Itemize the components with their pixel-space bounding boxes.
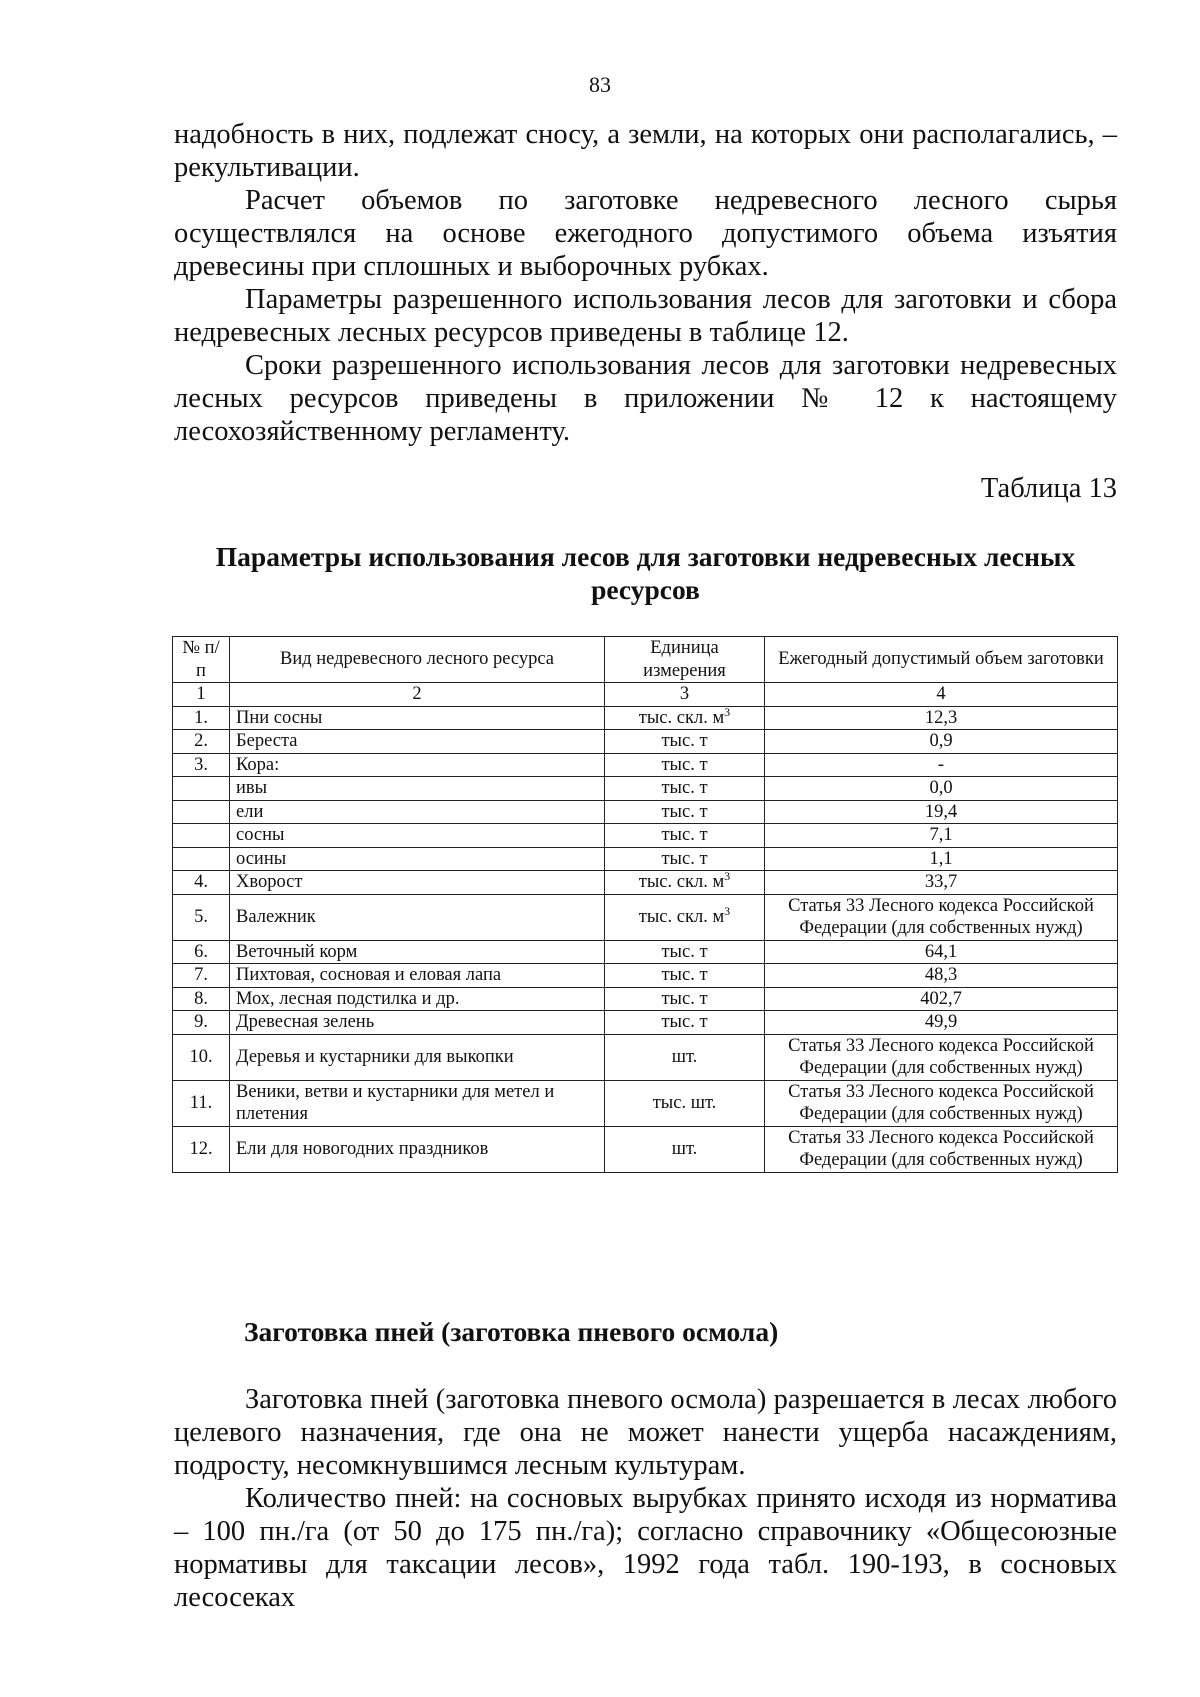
- paragraph-parameters: Параметры разрешенного использования лесов для заготовки и сбора недревесных лесных ресурсов приведены в таблице 12.: [174, 284, 1117, 348]
- row-unit: [605, 940, 765, 964]
- row-unit: [605, 706, 765, 730]
- row-unit-text: тыс. скл. м: [638, 906, 725, 927]
- row-number: 2.: [173, 730, 230, 754]
- table-row: [173, 753, 1118, 777]
- paragraph-stumps: Заготовка пней (заготовка пневого осмола) разрешается в лесах любого целевого назначения, где она не может нанести ущерба насаждениям, подросту, несомкнувшимся лесным культурам.: [174, 1384, 1117, 1481]
- row-value: 49,9: [765, 1011, 1118, 1035]
- row-resource: Береста: [230, 730, 605, 754]
- row-number: 5.: [173, 894, 230, 940]
- row-resource: Веточный корм: [230, 940, 605, 964]
- row-unit-text: тыс. т: [661, 965, 708, 985]
- row-resource: ели: [230, 800, 605, 824]
- row-value: 7,1: [765, 824, 1118, 848]
- row-number: 8.: [173, 987, 230, 1011]
- row-unit-text: тыс. т: [661, 825, 708, 845]
- row-unit-text: тыс. т: [661, 848, 708, 869]
- row-unit: [605, 894, 765, 940]
- row-number: [173, 824, 230, 848]
- row-unit: [605, 730, 765, 754]
- row-unit-text: тыс. шт.: [652, 1092, 717, 1113]
- row-unit: [605, 777, 765, 801]
- row-number: [173, 800, 230, 824]
- paragraph-stump-count: Количество пней: на сосновых вырубках принято исходя из норматива – 100 пн./га (от 50 до 175 пн./га); согласно справочнику «Общесоюзные нормативы для таксации лесов», 1992 года табл. 190-193, в сосновых лесосеках: [174, 1483, 1117, 1613]
- row-value: 0,0: [765, 777, 1118, 801]
- col-number: 4: [765, 683, 1118, 707]
- table-title: Параметры использования лесов для заготовки недревесных лесных ресурсов: [215, 541, 1076, 605]
- row-unit: [605, 964, 765, 988]
- col-number: 3: [605, 683, 765, 707]
- paragraph-continuation: надобность в них, подлежат сносу, а земли, на которых они располагались, – рекультивации.: [174, 119, 1117, 183]
- row-resource: Древесная зелень: [230, 1011, 605, 1035]
- row-unit: [605, 1034, 765, 1080]
- row-resource: Валежник: [230, 894, 605, 940]
- row-unit-superscript: 3: [724, 903, 731, 918]
- row-number: 7.: [173, 964, 230, 988]
- table-row: [173, 777, 1118, 801]
- row-resource: Кора:: [230, 753, 605, 777]
- row-value: -: [765, 753, 1118, 777]
- table-row: [173, 1034, 1118, 1080]
- header-name: Вид недревесного лесного ресурса: [230, 637, 605, 683]
- row-unit: [605, 800, 765, 824]
- row-unit: [605, 1080, 765, 1126]
- row-value: Статья 33 Лесного кодекса Российской Федерации (для собственных нужд): [765, 1034, 1118, 1080]
- resources-table: [172, 636, 1118, 1173]
- table-row: [173, 706, 1118, 730]
- row-number: 9.: [173, 1011, 230, 1035]
- table-row: [173, 800, 1118, 824]
- row-value: 64,1: [765, 940, 1118, 964]
- table-row: [173, 871, 1118, 895]
- row-number: 1.: [173, 706, 230, 730]
- row-value: 48,3: [765, 964, 1118, 988]
- row-number: 6.: [173, 940, 230, 964]
- row-resource: сосны: [230, 824, 605, 848]
- col-number: 1: [173, 683, 230, 707]
- page-number: 83: [589, 72, 611, 97]
- row-resource: Ели для новогодних праздников: [230, 1126, 605, 1172]
- row-number: [173, 847, 230, 871]
- row-unit: [605, 1011, 765, 1035]
- row-value: 12,3: [765, 706, 1118, 730]
- header-num: № п/п: [173, 637, 230, 683]
- row-value: 19,4: [765, 800, 1118, 824]
- row-value: Статья 33 Лесного кодекса Российской Федерации (для собственных нужд): [765, 1080, 1118, 1126]
- row-unit-text: тыс. т: [661, 778, 708, 798]
- row-number: 3.: [173, 753, 230, 777]
- table-row: [173, 824, 1118, 848]
- table-header-row: [173, 637, 1118, 683]
- row-unit-text: шт.: [671, 1046, 698, 1067]
- row-unit: [605, 753, 765, 777]
- row-unit: [605, 1126, 765, 1172]
- row-value: Статья 33 Лесного кодекса Российской Федерации (для собственных нужд): [765, 1126, 1118, 1172]
- row-resource: Пни сосны: [230, 706, 605, 730]
- row-number: 11.: [173, 1080, 230, 1126]
- row-value: Статья 33 Лесного кодекса Российской Федерации (для собственных нужд): [765, 894, 1118, 940]
- section-title: Заготовка пней (заготовка пневого осмола): [244, 1316, 779, 1347]
- paragraph-calculation: Расчет объемов по заготовке недревесного лесного сырья осуществлялся на основе ежегодного допустимого объема изъятия древесины при сплошных и выборочных рубках.: [174, 185, 1117, 282]
- col-number: 2: [230, 683, 605, 707]
- table-row: [173, 940, 1118, 964]
- column-numbers-row: [173, 683, 1118, 707]
- row-resource: Пихтовая, сосновая и еловая лапа: [230, 964, 605, 988]
- table-row: [173, 964, 1118, 988]
- row-unit-text: тыс. скл. м: [638, 872, 725, 892]
- row-unit: [605, 847, 765, 871]
- row-value: 402,7: [765, 987, 1118, 1011]
- row-unit-text: тыс. т: [661, 941, 708, 962]
- row-unit-superscript: 3: [724, 868, 731, 883]
- row-unit-text: тыс. скл. м: [638, 707, 725, 728]
- row-unit: [605, 987, 765, 1011]
- table-row: [173, 894, 1118, 940]
- row-resource: Хворост: [230, 871, 605, 895]
- row-unit-text: тыс. т: [661, 754, 708, 775]
- table-row: [173, 1011, 1118, 1035]
- row-unit-text: шт.: [671, 1138, 698, 1159]
- row-resource: ивы: [230, 777, 605, 801]
- row-unit-text: тыс. т: [661, 801, 708, 822]
- row-unit: [605, 868, 765, 895]
- paragraph-terms: Сроки разрешенного использования лесов для заготовки недревесных лесных ресурсов приведены в приложении № 12 к настоящему лесохозяйственному регламенту.: [174, 350, 1117, 447]
- row-unit-text: тыс. т: [661, 1012, 708, 1032]
- row-number: 10.: [173, 1034, 230, 1080]
- header-unit: Единица измерения: [605, 637, 765, 683]
- table-row: [173, 987, 1118, 1011]
- row-value: 1,1: [765, 847, 1118, 871]
- table-label: Таблица 13: [980, 473, 1117, 504]
- row-number: 4.: [173, 871, 230, 895]
- row-unit-text: тыс. т: [661, 988, 708, 1009]
- row-unit: [605, 824, 765, 848]
- row-resource: Деревья и кустарники для выкопки: [230, 1034, 605, 1080]
- row-number: 12.: [173, 1126, 230, 1172]
- table-row: [173, 1126, 1118, 1172]
- table-row: [173, 730, 1118, 754]
- table-row: [173, 847, 1118, 871]
- row-number: [173, 777, 230, 801]
- row-value: 0,9: [765, 730, 1118, 754]
- header-value: Ежегодный допустимый объем заготовки: [765, 637, 1118, 683]
- row-value: 33,7: [765, 871, 1118, 895]
- row-resource: Веники, ветви и кустарники для метел и плетения: [230, 1080, 605, 1126]
- table-row: [173, 1080, 1118, 1126]
- row-resource: Мох, лесная подстилка и др.: [230, 987, 605, 1011]
- row-unit-superscript: 3: [724, 704, 731, 719]
- row-unit-text: тыс. т: [661, 731, 708, 751]
- row-resource: осины: [230, 847, 605, 871]
- table-body: [173, 706, 1118, 1172]
